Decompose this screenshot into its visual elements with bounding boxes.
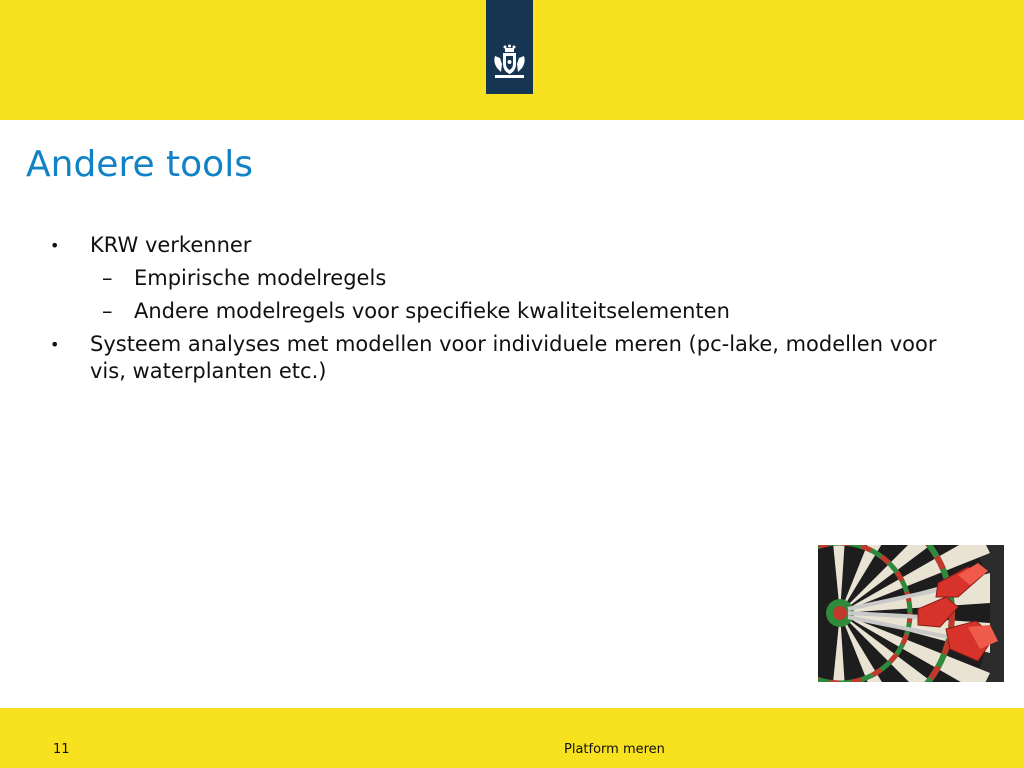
header-band bbox=[0, 0, 1024, 120]
sub-bullet-marker: – bbox=[102, 266, 113, 290]
dartboard-illustration bbox=[818, 545, 1004, 682]
dartboard-photo bbox=[818, 545, 1004, 682]
sub-bullet-marker: – bbox=[102, 299, 113, 323]
footer-title: Platform meren bbox=[564, 742, 665, 757]
footer-band bbox=[0, 708, 1024, 768]
sub-bullet-text: Empirische modelregels bbox=[134, 266, 387, 290]
bullet-item bbox=[50, 232, 970, 259]
bullet-list bbox=[50, 232, 970, 391]
bullet-item bbox=[50, 331, 970, 385]
bullet-text: Systeem analyses met modellen voor individuele meren (pc-lake, modellen voor vis, waterplanten etc.) bbox=[90, 332, 937, 383]
bullet-marker: • bbox=[50, 335, 60, 354]
coat-of-arms-icon bbox=[489, 44, 530, 84]
bullet-marker: • bbox=[50, 236, 60, 255]
logo-ribbon bbox=[486, 0, 533, 94]
sub-bullet-item bbox=[50, 265, 970, 292]
slide-title: Andere tools bbox=[26, 144, 253, 185]
page-number: 11 bbox=[53, 742, 70, 757]
bullet-text: KRW verkenner bbox=[90, 233, 252, 257]
sub-bullet-item bbox=[50, 298, 970, 325]
sub-bullet-text: Andere modelregels voor specifieke kwaliteitselementen bbox=[134, 299, 730, 323]
